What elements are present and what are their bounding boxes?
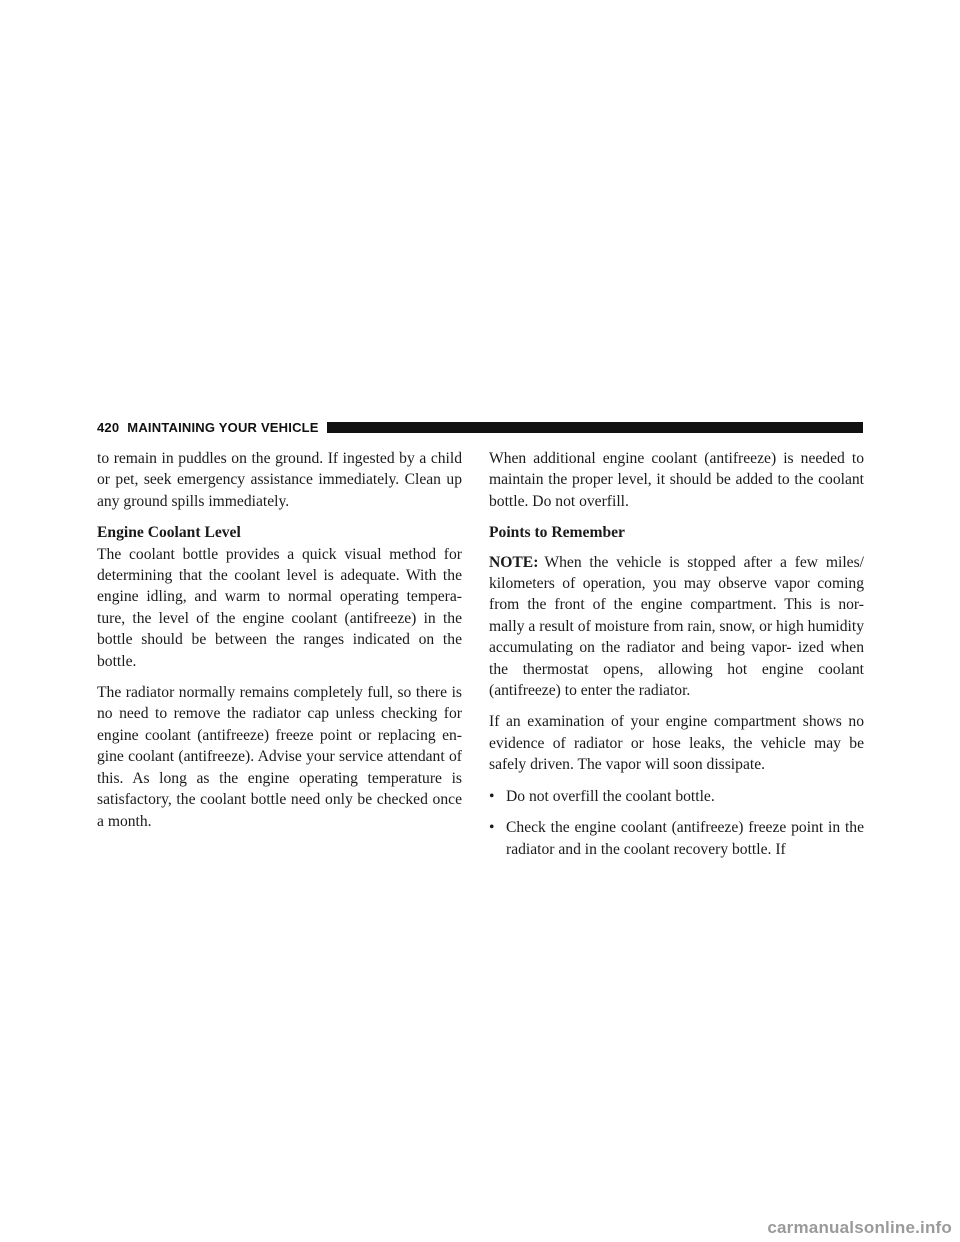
bullet-icon: • [489, 787, 495, 805]
bullet-icon: • [489, 819, 495, 837]
page-number: 420 [97, 419, 120, 435]
bullet-text: Check the engine coolant (antifreeze) freeze point in the radiator and in the coolant recovery bottle. If [506, 819, 864, 858]
heading-engine-coolant-level: Engine Coolant Level [97, 524, 241, 542]
paragraph-spill-cleanup: to remain in puddles on the ground. If ingested by a child or pet, seek emergency assistance immediately. Clean up any ground spills immediately. [97, 450, 462, 510]
paragraph-vapor-dissipate: If an examination of your engine compartment shows no evidence of radiator or hose leaks, the vehicle may be safely driven. The vapor will soon dissipate. [489, 713, 864, 774]
watermark: carmanualsonline.info [767, 1218, 952, 1237]
page-header [97, 416, 863, 438]
list-item [489, 817, 864, 860]
left-column [97, 448, 462, 842]
note-paragraph [489, 552, 864, 702]
section-title: MAINTAINING YOUR VEHICLE [127, 419, 319, 435]
paragraph-additional-coolant: When additional engine coolant (antifreeze) is needed to maintain the proper level, it should be added to the coolant bottle. Do not overfill. [489, 450, 864, 510]
paragraph-coolant-bottle: The coolant bottle provides a quick visual method for determining that the coolant level is adequate. With the engine idling, and warm to normal operating tempera- ture, the level of the engine coolant (antifreeze) in the bottle should be between the ranges indicated on the bottle. [97, 545, 462, 670]
heading-points-to-remember: Points to Remember [489, 524, 625, 542]
header-rule [327, 422, 863, 433]
bullet-text: Do not overfill the coolant bottle. [506, 787, 715, 805]
right-column [489, 448, 864, 870]
bullet-list [489, 786, 864, 860]
list-item [489, 786, 864, 807]
paragraph-radiator-full: The radiator normally remains completely full, so there is no need to remove the radiator cap unless checking for engine coolant (antifreeze) freeze point or replacing en- gine coolant (antifreeze). Advise your service attendant of this. As long as the engine operating temperature is satisfactory, the coolant bottle need only be checked once a month. [97, 684, 462, 830]
note-text: When the vehicle is stopped after a few miles/ kilometers of operation, you may observe vapor coming from the front of the engine compartment. This is nor- mally a result of moisture from rain, snow, or high humidity accumulating on the radiator and being vapor- ized when the thermostat opens, allowing hot engine coolant (antifreeze) to enter the radiator. [489, 553, 864, 700]
note-label: NOTE: [489, 553, 539, 571]
